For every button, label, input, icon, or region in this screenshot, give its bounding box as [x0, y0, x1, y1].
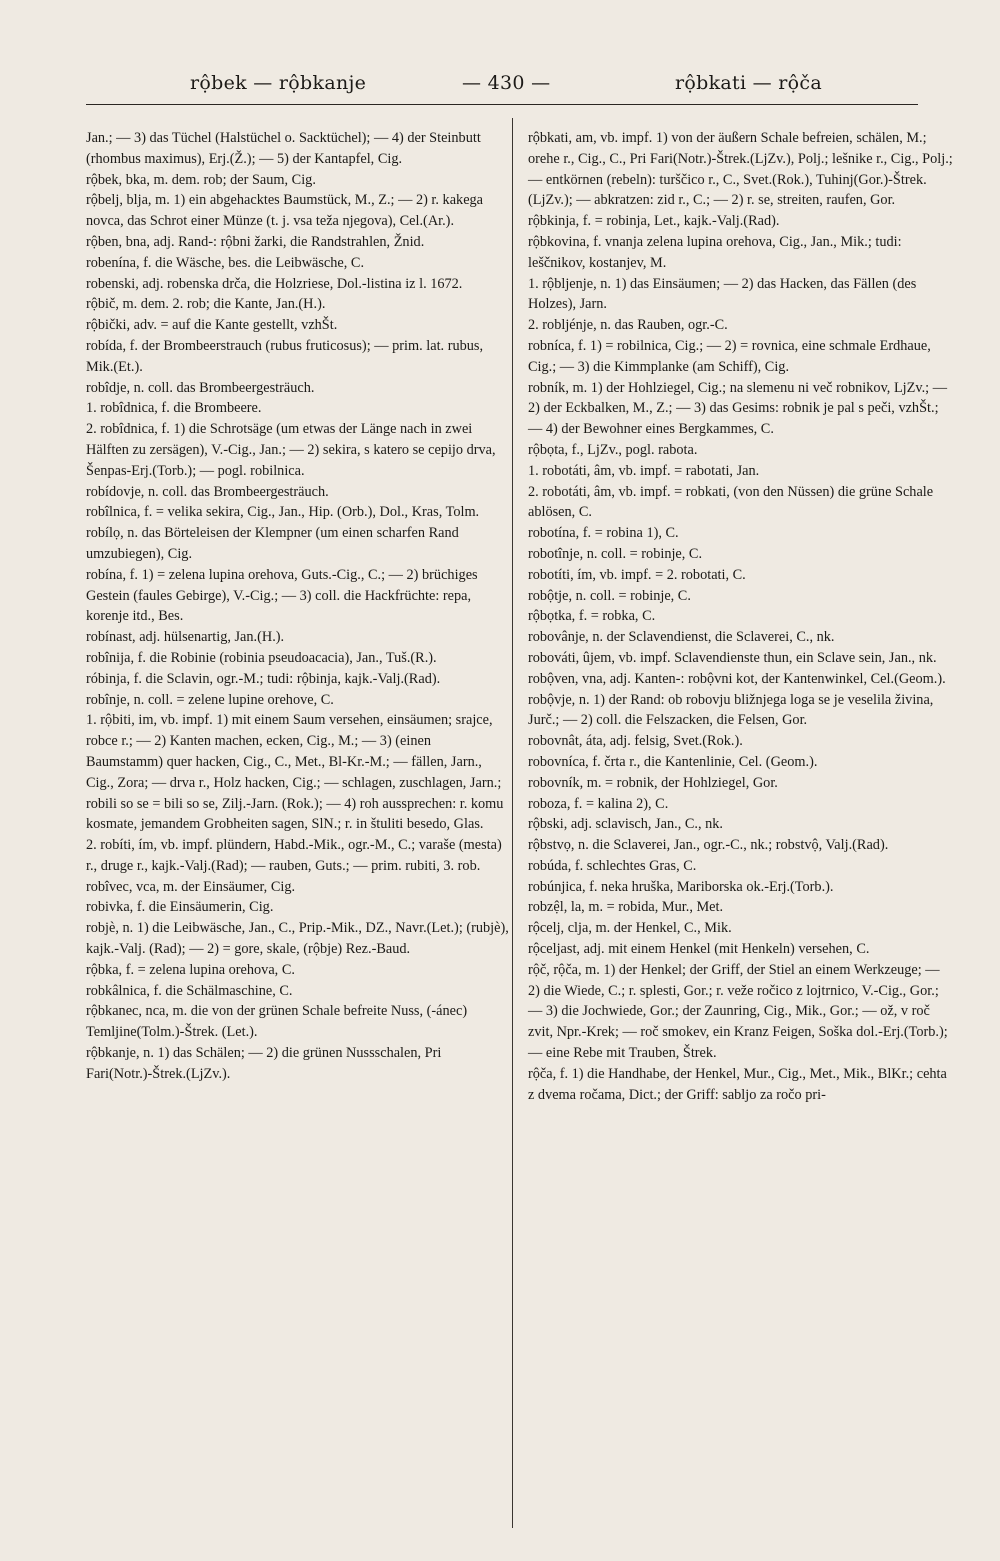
dictionary-entry: rộbski, adj. sclavisch, Jan., C., nk. — [528, 816, 723, 833]
dictionary-entry: robộvje, n. 1) der Rand: ob robovju bližnjega loga se je veselila živina, Jurč.; — 2) coll. die Felszacken, die Felsen, Gor. — [528, 691, 934, 729]
dictionary-entry: robzệl, la, m. = robida, Mur., Met. — [528, 899, 724, 916]
dictionary-entry: robílọ, n. das Börteleisen der Klempner (um einen scharfen Rand umzubiegen), Cig. — [86, 525, 459, 562]
dictionary-entry: 2. robotáti, âm, vb. impf. = robkati, (von den Nüssen) die grüne Schale ablösen, C. — [528, 483, 934, 521]
dictionary-entry: rộbkanje, n. 1) das Schälen; — 2) die grünen Nussschalen, Pri Fari(Notr.)-Štrek.(LjZv.). — [86, 1045, 442, 1082]
dictionary-entry: robovník, m. = robnik, der Hohlziegel, Gor. — [528, 774, 778, 791]
dictionary-entry: robovníca, f. črta r., die Kantenlinie, Cel. (Geom.). — [528, 753, 818, 770]
dictionary-entry: robotíti, ím, vb. impf. = 2. robotati, C. — [528, 566, 746, 583]
dictionary-entry: rộča, f. 1) die Handhabe, der Henkel, Mur., Cig., Met., Mik., BlKr.; cehta z dvema ročama, Dict.; der Griff: sabljo za ročo pri- — [528, 1065, 947, 1103]
dictionary-entry: rộbek, bka, m. dem. rob; der Saum, Cig. — [86, 171, 316, 188]
dictionary-entry: 2. robíti, ím, vb. impf. plündern, Habd.-Mik., ogr.-M., C.; varaše (mesta) r., druge r., kajk.-Valj.(Rad); — rauben, Guts.; — prim. rubiti, 3. rob. — [86, 837, 502, 874]
dictionary-entry: 1. robotáti, âm, vb. impf. = rabotati, Jan. — [528, 462, 760, 479]
dictionary-entry: robínast, adj. hülsenartig, Jan.(H.). — [86, 629, 285, 646]
dictionary-entry: robenski, adj. robenska drča, die Holzriese, Dol.-listina iz l. 1672. — [86, 275, 463, 292]
dictionary-entry: robîdje, n. coll. das Brombeergesträuch. — [86, 379, 315, 396]
dictionary-entry: rộbọta, f., LjZv., pogl. rabota. — [528, 441, 698, 458]
dictionary-entry: robenína, f. die Wäsche, bes. die Leibwäsche, C. — [86, 254, 365, 271]
dictionary-entry: robjè, n. 1) die Leibwäsche, Jan., C., Prip.-Mik., DZ., Navr.(Let.); (rubjè), kajk.-Valj. (Rad); — 2) = gore, skale, (rộbje) Rez.-Baud. — [86, 920, 509, 958]
dictionary-entry: robộtje, n. coll. = robinje, C. — [528, 587, 691, 604]
dictionary-entry: robotînje, n. coll. = robinje, C. — [528, 545, 703, 562]
dictionary-entry: roboza, f. = kalina 2), C. — [528, 795, 669, 812]
dictionary-entry: rộbstvọ, n. die Sclaverei, Jan., ogr.-C., nk.; robstvộ, Valj.(Rad). — [528, 837, 889, 854]
dictionary-entry: rộbelj, blja, m. 1) ein abgehacktes Baumstück, M., Z.; — 2) r. kakega novca, das Schrot einer Münze (t. j. vsa teža njegova), Cel.(Ar.). — [86, 192, 484, 230]
page-number: — 430 — — [462, 72, 551, 94]
dictionary-entry: rộbkati, am, vb. impf. 1) von der äußern Schale befreien, schälen, M.; orehe r., Cig., C., Pri Fari(Notr.)-Štrek.(LjZv.), Polj.; lešnike r., Cig., Polj.; — entkörnen (rebeln): turščico r., C., Svet.(Rok.), Tuhinj(Gor.)-Štrek.(LjZv.); — abkratzen: zid r., C.; — 2) r. se, streiten, raufen, Gor. — [528, 130, 953, 209]
dictionary-entry: 1. rộbljenje, n. 1) das Einsäumen; — 2) das Hacken, das Fällen (des Holzes), Jarn. — [528, 275, 917, 313]
dictionary-entry: robotína, f. = robina 1), C. — [528, 525, 679, 542]
dictionary-entry: robînje, n. coll. = zelene lupine orehove, C. — [86, 691, 334, 708]
dictionary-entry: robída, f. der Brombeerstrauch (rubus fruticosus); — prim. lat. rubus, Mik.(Et.). — [86, 337, 484, 375]
dictionary-entry: robníca, f. 1) = robilnica, Cig.; — 2) = rovnica, eine schmale Erdhaue, Cig.; — 3) die Kimmplanke (am Schiff), Cig. — [528, 337, 931, 375]
dictionary-entry: rộceljast, adj. mit einem Henkel (mit Henkeln) versehen, C. — [528, 941, 870, 958]
dictionary-entry: 1. rộbiti, im, vb. impf. 1) mit einem Saum versehen, einsäumen; srajce, robce r.; — 2) Kanten machen, ecken, Cig., M.; — 3) (einen Baumstamm) quer hacken, Cig., C., Met., Bl-Kr.-M.; — fällen, Jarn., Cig., Zora; — drva r., Holz hacken, Cig.; — schlagen, zuschlagen, Jarn.; robili so se = bili so se, Zilj.-Jarn. (Rok.); — 4) roh aussprechen: r. komu kosmate, jemandem Grobheiten sagen, SlN.; r. in štuliti besedo, Glas. — [86, 712, 504, 833]
dictionary-entry: rộbkanec, nca, m. die von der grünen Schale befreite Nuss, (-ánec) Temljine(Tolm.)-Štrek. (Let.). — [86, 1003, 468, 1041]
dictionary-entry: rộbkinja, f. = robinja, Let., kajk.-Valj.(Rad). — [528, 213, 780, 230]
dictionary-entry: robộven, vna, adj. Kanten-: robộvni kot, der Kantenwinkel, Cel.(Geom.). — [528, 670, 946, 687]
dictionary-entry: robováti, ûjem, vb. impf. Sclavendienste thun, ein Sclave sein, Jan., nk. — [528, 649, 937, 666]
dictionary-entry: 1. robîdnica, f. die Brombeere. — [86, 400, 262, 417]
dictionary-entry: robînija, f. die Robinie (robinia pseudoacacia), Jan., Tuš.(R.). — [86, 649, 437, 666]
dictionary-entry: rộben, bna, adj. Rand-: rộbni žarki, die Randstrahlen, Žnid. — [86, 233, 425, 250]
dictionary-entry: róbinja, f. die Sclavin, ogr.-M.; tudi: rộbinja, kajk.-Valj.(Rad). — [86, 670, 441, 687]
column-divider — [512, 118, 513, 1528]
dictionary-entry: robník, m. 1) der Hohlziegel, Cig.; na slemenu ni več robnikov, LjZv.; — 2) der Eckbalken, M., Z.; — 3) das Gesims: robnik je pal s peči, vzhŠt.; — 4) der Bewohner eines Bergkammes, C. — [528, 379, 948, 438]
dictionary-entry: rộbọtka, f. = robka, C. — [528, 608, 656, 625]
dictionary-entry: robúnjica, f. neka hruška, Mariborska ok.-Erj.(Torb.). — [528, 878, 834, 895]
header-rule — [86, 104, 918, 105]
header-right-guide-words: rộbkati — rộča — [674, 72, 822, 94]
dictionary-entry: robkâlnica, f. die Schälmaschine, C. — [86, 982, 293, 999]
dictionary-entry: rộbkovina, f. vnanja zelena lupina orehova, Cig., Jan., Mik.; tudi: leščnikov, kostanjev, M. — [528, 233, 902, 271]
dictionary-entry: rộbič, m. dem. 2. rob; die Kante, Jan.(H.). — [86, 296, 326, 313]
dictionary-entry: robovnât, áta, adj. felsig, Svet.(Rok.). — [528, 733, 743, 750]
dictionary-entry: robídovje, n. coll. das Brombeergesträuch. — [86, 483, 329, 500]
dictionary-entry: robivka, f. die Einsäumerin, Cig. — [86, 899, 274, 916]
right-column — [528, 128, 953, 1105]
dictionary-entry: rộbka, f. = zelena lupina orehova, C. — [86, 961, 295, 978]
dictionary-entry: robovânje, n. der Sclavendienst, die Sclaverei, C., nk. — [528, 629, 835, 646]
dictionary-entry: 2. robîdnica, f. 1) die Schrotsäge (um etwas der Länge nach in zwei Hälften zu zersägen), V.-Cig., Jan.; — 2) sekira, s katero se cepijo drva, Šenpas-Erj.(Torb.); — pogl. robilnica. — [86, 421, 496, 479]
dictionary-entry: Jan.; — 3) das Tüchel (Halstüchel o. Sacktüchel); — 4) der Steinbutt (rhombus maximus), Erj.(Ž.); — 5) der Kantapfel, Cig. — [86, 130, 481, 167]
running-header — [190, 72, 822, 102]
left-column — [86, 128, 511, 1085]
dictionary-entry: rộbički, adv. = auf die Kante gestellt, vzhŠt. — [86, 317, 338, 334]
dictionary-entry: rộcelj, clja, m. der Henkel, C., Mik. — [528, 920, 732, 937]
dictionary-entry: robîvec, vca, m. der Einsäumer, Cig. — [86, 878, 296, 895]
dictionary-entry: rộč, rộča, m. 1) der Henkel; der Griff, der Stiel an einem Werkzeuge; — 2) die Wiede, C.; r. splesti, Gor.; r. veže ročico z lojtrnico, V.-Cig., Gor.; — 3) die Jochwiede, Gor.; der Zaunring, Cig., Mik., Gor.; — ož, v roč zvit, Npr.-Krek; — roč smokev, ein Kranz Feigen, Soška dol.-Erj.(Torb.); — eine Rebe mit Trauben, Štrek. — [528, 961, 948, 1062]
dictionary-entry: robúda, f. schlechtes Gras, C. — [528, 857, 697, 874]
dictionary-entry: robîlnica, f. = velika sekira, Cig., Jan., Hip. (Orb.), Dol., Kras, Tolm. — [86, 504, 480, 521]
header-left-guide-words: rộbek — rộbkanje — [190, 72, 367, 94]
dictionary-entry: robína, f. 1) = zelena lupina orehova, Guts.-Cig., C.; — 2) brüchiges Gestein (faules Gebirge), V.-Cig.; — 3) coll. die Hackfrüchte: repa, korenje itd., Bes. — [86, 566, 478, 625]
dictionary-entry: 2. robljénje, n. das Rauben, ogr.-C. — [528, 317, 728, 334]
